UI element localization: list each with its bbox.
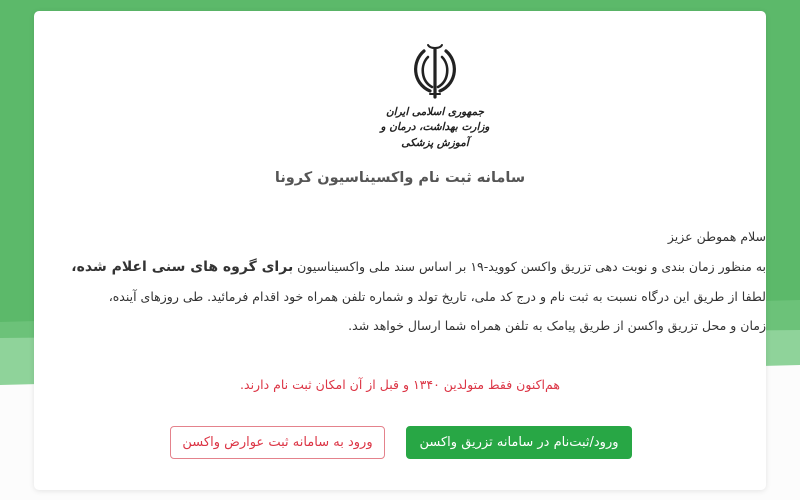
register-vaccine-button[interactable]: ورود/ثبت‌نام در سامانه تزریق واکسن — [406, 426, 632, 459]
iran-emblem-icon — [410, 39, 460, 101]
intro-line-1 — [36, 252, 766, 282]
intro-line-2: لطفا از طریق این درگاه نسبت به ثبت نام و درج کد ملی، تاریخ تولد و شماره تلفن همراه خود اقدام فرمائید. طی روزهای آینده، — [108, 289, 766, 304]
logo-text-republic: جمهوری اسلامی ایران — [385, 106, 485, 118]
page-title: سامانه ثبت نام واکسیناسیون کرونا — [274, 170, 526, 186]
intro-line-1-bold: برای گروه های سنی اعلام شده، — [71, 259, 294, 275]
greeting-text: سلام هموطن عزیز — [667, 229, 766, 244]
registration-card — [34, 11, 766, 490]
intro-text — [36, 222, 766, 340]
logo-text-ministry: وزارت بهداشت، درمان و آموزش پزشکی — [380, 121, 490, 149]
intro-line-1-normal: به منظور زمان بندی و نوبت دهی تزریق واکسن کووید-۱۹ بر اساس سند ملی واکسیناسیون — [293, 259, 766, 274]
intro-line-3: زمان و محل تزریق واکسن از طریق پیامک به تلفن همراه شما ارسال خواهد شد. — [348, 318, 766, 333]
side-effects-login-button[interactable]: ورود به سامانه ثبت عوارض واکسن — [170, 426, 385, 459]
eligibility-notice: هم‌اکنون فقط متولدین ۱۳۴۰ و قبل از آن امکان ثبت نام دارند. — [240, 377, 560, 392]
ministry-logo — [370, 39, 500, 159]
